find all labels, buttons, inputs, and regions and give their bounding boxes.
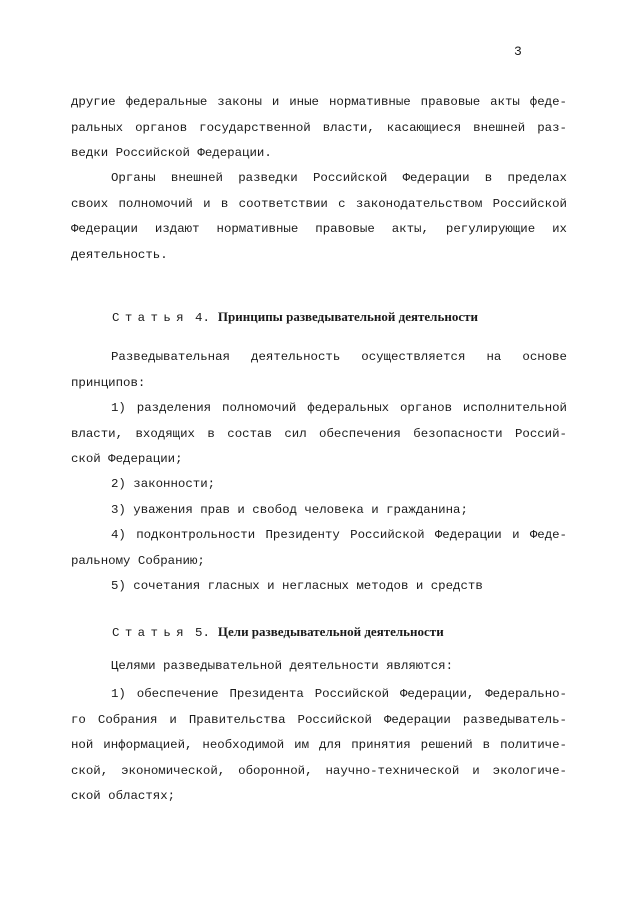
text-line: деятельность. [71, 247, 168, 262]
text-line: 2) законности; [111, 477, 216, 491]
article-5-heading [112, 623, 444, 641]
text-line: ской Федерации; [71, 452, 183, 466]
article-label: Статья [112, 626, 190, 640]
text-line: принципов: [71, 375, 146, 390]
text-line: го Собрания и Правительства Российской Федерации разведыватель- [71, 712, 567, 727]
list-item [71, 523, 567, 574]
article-title: Цели разведывательной деятельности [217, 624, 444, 639]
text-line: ской, экономической, оборонной, научно-технической и экологиче- [71, 763, 567, 778]
text-line: Целями разведывательной деятельности являются: [111, 659, 454, 673]
text-line: 1) обеспечение Президента Российской Федерации, Федерально- [111, 687, 567, 701]
paragraph-normative-acts [71, 166, 567, 268]
paragraph-goals-intro [71, 654, 567, 680]
list-item [71, 472, 567, 498]
text-line: своих полномочий и в соответствии с законодательством Российской [71, 196, 567, 211]
page-number: 3 [514, 44, 522, 59]
text-line: 4) подконтрольности Президенту Российской Федерации и Феде- [111, 528, 567, 542]
text-line: 3) уважения прав и свобод человека и гражданина; [111, 503, 468, 517]
article-label: Статья [112, 311, 190, 325]
text-line: ной информацией, необходимой им для принятия решений в политиче- [71, 738, 567, 752]
paragraph-principles-intro [71, 345, 567, 396]
text-line: ральных органов государственной власти, касающиеся внешней раз- [71, 120, 567, 135]
text-line: власти, входящих в состав сил обеспечения безопасности Россий- [71, 426, 567, 441]
article-number: 4. [195, 311, 210, 325]
text-line: Федерации издают нормативные правовые акты, регулирующие их [71, 222, 567, 236]
article-number: 5. [195, 626, 210, 640]
text-line: ской областях; [71, 789, 176, 803]
text-line: ральному Собранию; [71, 553, 205, 568]
text-line: 1) разделения полномочий федеральных органов исполнительной [111, 401, 567, 415]
text-line: другие федеральные законы и иные нормативные правовые акты феде- [71, 95, 567, 109]
paragraph-intro-continuation [71, 90, 567, 167]
article-title: Принципы разведывательной деятельности [217, 309, 478, 324]
article-4-heading [112, 308, 478, 326]
text-line: Разведывательная деятельность осуществляется на основе [111, 350, 567, 364]
list-item [71, 396, 567, 473]
list-item [71, 498, 567, 524]
text-line: Органы внешней разведки Российской Федерации в пределах [111, 171, 567, 185]
text-line: 5) сочетания гласных и негласных методов и средств [111, 579, 483, 593]
text-line: ведки Российской Федерации. [71, 146, 272, 160]
list-item [71, 574, 567, 600]
list-item [71, 682, 567, 810]
